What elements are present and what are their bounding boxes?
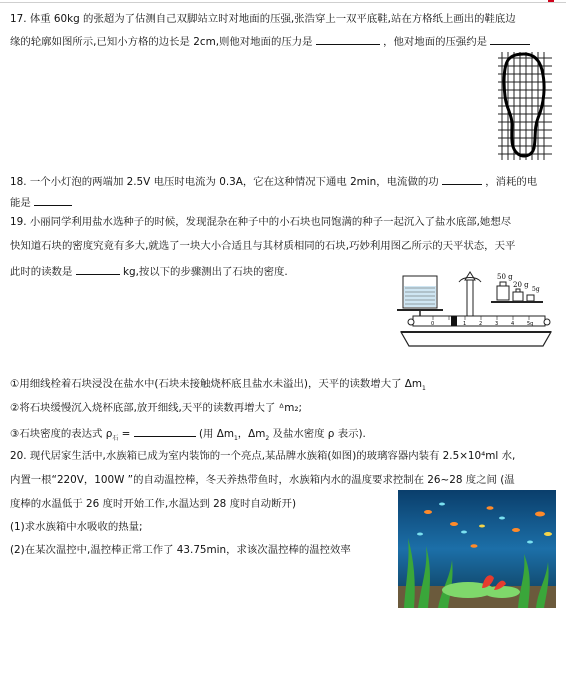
- scale-label-1: 1: [463, 321, 467, 327]
- q20-sub1: (1)求水族箱中水吸收的热量;: [10, 521, 143, 533]
- weight-5g-label: 5g: [532, 286, 540, 293]
- q18-line1-text-b: ，消耗的电: [485, 176, 538, 188]
- q17-pressure-blank[interactable]: [490, 33, 530, 45]
- q19-step1-sub: 1: [422, 385, 426, 393]
- q19-line1: 19. 小丽同学利用盐水选种子的时候，发现混杂在种子中的小石块也同饱满的种子一起沉入了盐水底部,她想尽: [10, 216, 512, 228]
- q20-line1: 20. 现代居家生活中,水族箱已成为室内装饰的一个亮点,某品牌水族箱(如图)的玻璃容器内装有 2.5×10⁴ml 水,: [10, 450, 516, 462]
- q19-step2: ②将石块缓慢沉入烧杯底部,放开细线,天平的读数再增大了 ᐞm₂;: [10, 402, 303, 414]
- scale-label-3: 3: [495, 321, 499, 327]
- q18-line1: [10, 173, 537, 189]
- q19-step3-sub: 石: [112, 435, 119, 443]
- q17-line1: 17. 体重 60kg 的张超为了估测自己双脚站立时对地面的压强,张浩穿上一双平底鞋,站在方格纸上画出的鞋底边: [10, 13, 516, 25]
- q17-line2: [10, 33, 530, 49]
- q19-line3: [10, 263, 288, 279]
- scale-label-0: 0: [431, 321, 435, 327]
- q18-line2: [10, 194, 72, 210]
- scale-label-2: 2: [479, 321, 483, 327]
- aquarium-photo: [398, 490, 556, 608]
- q19-step1-text: ①用细线栓着石块浸没在盐水中(石块未接触烧杯底且盐水未溢出)，天平的读数增大了 Δm: [10, 378, 423, 390]
- q19-line3-text-a: 此时的读数是: [10, 266, 73, 278]
- q19-step3-text-c: (用 Δm: [198, 428, 234, 440]
- q18-line2-text: 能是: [10, 197, 31, 209]
- q19-step3-eq: =: [118, 428, 134, 440]
- top-rule: [0, 2, 566, 3]
- q19-line2: 快知道石块的密度究竟有多大,就选了一块大小合适且与其材质相同的石块,巧妙利用图乙所示的天平状态，天平: [10, 240, 516, 252]
- q19-step3-text-a: ③石块密度的表达式 ρ: [10, 428, 113, 440]
- scale-label-4: 4: [511, 321, 515, 327]
- q20-sub2: (2)在某次温控中,温控棒正常工作了 43.75min，求该次温控棒的温控效率: [10, 544, 351, 556]
- q19-density-blank[interactable]: [134, 425, 196, 437]
- scale-label-5: 5g: [527, 321, 534, 327]
- q19-step3: [10, 425, 366, 446]
- q18-line1-text: 18. 一个小灯泡的两端加 2.5V 电压时电流为 0.3A，它在这种情况下通电 2min，电流做的功: [10, 176, 439, 188]
- q20-line2: 内置一根“220V，100W ”的自动温控棒，冬天养热带鱼时，水族箱内水的温度要求控制在 26~28 度之间 (温: [10, 474, 515, 486]
- q17-line2-text-b: ，他对地面的压强约是: [383, 36, 488, 48]
- q19-step3-text-d: ，Δm: [237, 428, 266, 440]
- q20-line3: 度棒的水温低于 26 度时开始工作,水温达到 28 度时自动断开): [10, 498, 296, 510]
- q18-energy-blank[interactable]: [34, 194, 72, 206]
- red-mark: [548, 0, 554, 2]
- q17-line2-text-a: 缘的轮廓如图所示,已知小方格的边长是 2cm,则他对地面的压力是: [10, 36, 313, 48]
- q19-step3-sub1: 1: [233, 435, 238, 443]
- balance-figure: [393, 270, 559, 356]
- q19-line3-text-b: kg,按以下的步骤测出了石块的密度.: [122, 266, 288, 278]
- q18-work-blank[interactable]: [442, 173, 482, 185]
- q17-force-blank[interactable]: [316, 33, 380, 45]
- q19-step3-text-e: 及盐水密度 ρ 表示).: [269, 428, 366, 440]
- weight-20g-label: 20 g: [513, 281, 529, 289]
- q19-step3-sub2: 2: [265, 435, 270, 443]
- q19-reading-blank[interactable]: [76, 263, 120, 275]
- q19-step1: [10, 377, 426, 396]
- shoe-sole-grid-figure: [494, 52, 556, 160]
- weight-50g-label: 50 g: [497, 273, 513, 281]
